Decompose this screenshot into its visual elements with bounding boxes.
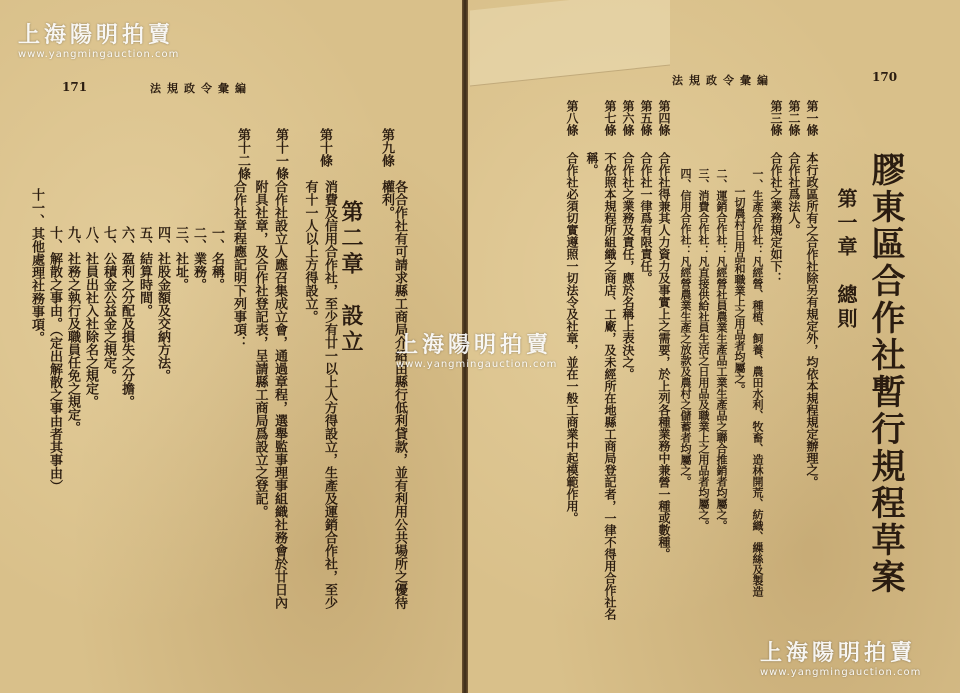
article-7-text-cont: 稱。: [585, 152, 599, 176]
article-1-text: 本行政區所有之合作社除另有規定外，均依本規程規定辦理之。: [805, 152, 819, 488]
article-5-text: 合作社一律爲有限責任。: [639, 152, 653, 284]
article-8-text: 合作社必須切實遵照一切法令及社章，並在一般工商業中起模範作用。: [565, 152, 579, 524]
chapter-1-title: 第一章 總則: [834, 188, 858, 332]
item-3: 三、社址。: [173, 226, 188, 291]
article-9-text: 各合作社有可請求縣工商局介紹由縣行低利貸款，並有利用公共場所之優待權利。: [379, 180, 407, 609]
running-head-left: 法規政令彙編: [150, 82, 252, 95]
watermark-url: www.yangmingauction.com: [18, 49, 180, 60]
article-3-item-1a: 一、生產合作社：凡經營、種植、飼養、農田水利、牧畜、造林開荒、紡織、繅絲及製造: [751, 168, 764, 597]
article-11-label: 第十一條: [273, 128, 288, 180]
article-3-item-2: 二、運銷合作社：凡經營社員農業生產品工業生產品之聯合推銷者均屬之。: [715, 168, 728, 531]
article-7-text: 不依照本規程所組織之商店、工廠，及未經所在地縣工商局登記者，一律不得用合作社名: [603, 152, 617, 620]
article-10-label: 第十條: [317, 128, 332, 167]
item-7: 七、公積金公益金之規定。: [101, 226, 116, 382]
watermark-name: 上海陽明拍賣: [760, 641, 917, 666]
article-3-item-1b: 一切農村日用品和職業上之用品者均屬之。: [733, 186, 746, 395]
item-4: 四、社股金額及交納方法。: [155, 226, 170, 382]
left-page: [0, 0, 464, 693]
watermark-center: [396, 328, 557, 370]
item-11: 十一、其他處理社務事項。: [29, 188, 44, 344]
item-1: 一、名稱。: [209, 226, 224, 291]
article-3-label: 第三條: [769, 100, 783, 136]
page-number-left: 171: [62, 80, 88, 94]
page-number-right: 170: [872, 70, 898, 84]
watermark-url: www.yangmingauction.com: [396, 359, 558, 370]
article-4-label: 第四條: [657, 100, 671, 136]
watermark-name: 上海陽明拍賣: [396, 333, 553, 358]
item-6: 六、盈利之分配及損失之分擔。: [119, 226, 134, 408]
item-2: 二、業務。: [191, 226, 206, 291]
document-title: 膠東區合作社暫行規程草案: [865, 152, 905, 596]
article-1-label: 第一條: [805, 100, 819, 136]
watermark-name: 上海陽明拍賣: [18, 23, 175, 48]
article-5-label: 第五條: [639, 100, 653, 136]
article-3-text: 合作社之業務規定如下：: [769, 152, 783, 284]
chapter-2-title: 第二章 設立: [338, 200, 364, 356]
article-4-text: 合作社得兼其人力資力及事實上之需要，於上列各種業務中兼營一種或數種。: [657, 152, 671, 560]
article-3-item-4: 四、信用合作社：凡經營農業生產之放款及農村之儲蓄者均屬之。: [679, 168, 692, 487]
item-8: 八、社員出社入社除名之規定。: [83, 226, 98, 408]
item-5: 五、結算時間。: [137, 226, 152, 317]
article-2-label: 第二條: [787, 100, 801, 136]
article-7-label: 第七條: [603, 100, 617, 136]
watermark-top-left: [18, 18, 179, 60]
watermark-bottom-right: [760, 636, 921, 678]
article-2-text: 合作社爲法人。: [787, 152, 801, 236]
article-6-label: 第六條: [621, 100, 635, 136]
running-head-right: 法規政令彙編: [672, 74, 774, 87]
article-6-text: 合作社之業務及責任，應於名稱上表決之。: [621, 152, 635, 380]
item-10: 十、解散之事由。（定出解散之事由者其事由）: [47, 226, 62, 493]
article-3-item-3: 三、消費合作社：凡直接供給社員生活之日用品及職業上之用品者均屬之。: [697, 168, 710, 531]
article-12-label: 第十二條: [235, 128, 250, 180]
article-12-text: 合作社章程應記明下列事項：: [231, 180, 246, 349]
watermark-url: www.yangmingauction.com: [760, 667, 922, 678]
article-9-label: 第九條: [379, 128, 394, 167]
article-8-label: 第八條: [565, 100, 579, 136]
item-9: 九、社務之執行及職員任免之規定。: [65, 226, 80, 434]
article-11-text: 合作社設立人應召集成立會，通過章程，選舉監事理事組織社務會於廿日內附具社章，及合作社登記表，呈請縣工商局爲設立之登記。: [252, 180, 287, 609]
article-10-text: 消費及信用合作社，至少有廿一以上人方得設立，生產及運銷合作社，至少有十一人以上方得設立。: [302, 180, 337, 609]
